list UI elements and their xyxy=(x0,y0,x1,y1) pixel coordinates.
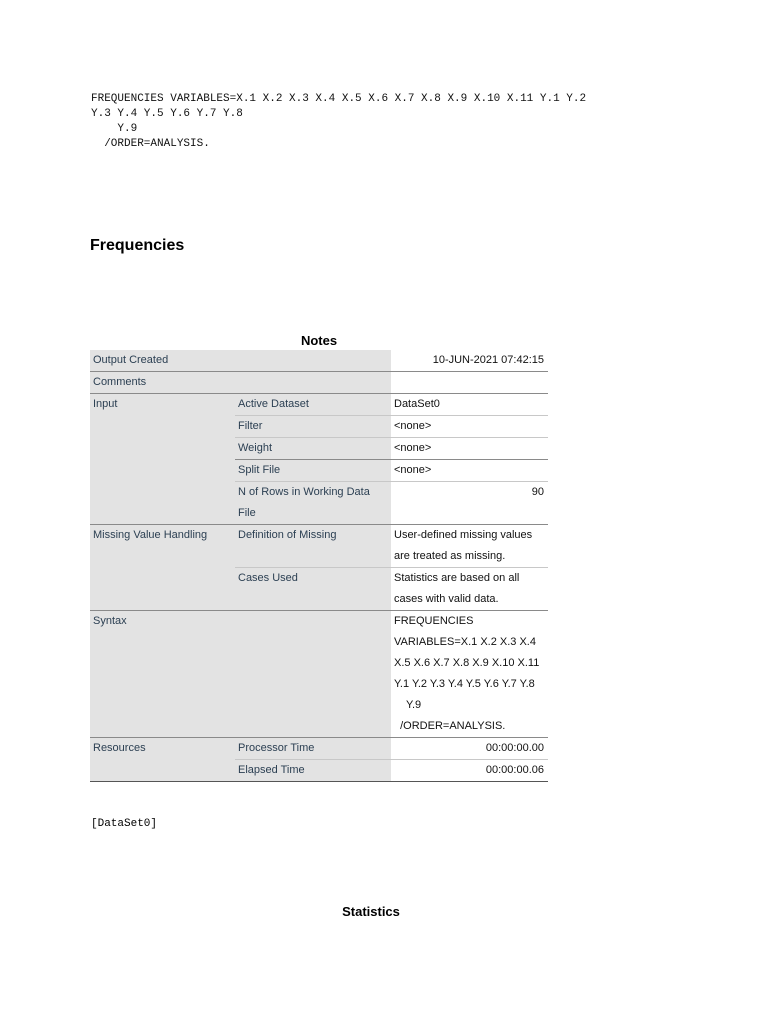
row-label-missing: Missing Value Handling xyxy=(90,525,235,611)
row-label: Syntax xyxy=(90,611,391,738)
elapsed-time-value: 00:00:00.06 xyxy=(391,760,548,782)
syntax-line: FREQUENCIES VARIABLES=X.1 X.2 X.3 X.4 X.5 X.6 X.7 X.8 X.9 X.10 X.11 Y.1 Y.2 xyxy=(91,93,587,105)
row-label-resources: Resources xyxy=(90,738,235,782)
row-active-dataset xyxy=(90,394,548,416)
processor-time-value: 00:00:00.00 xyxy=(391,738,548,760)
output-created-value: 10-JUN-2021 07:42:15 xyxy=(391,350,548,372)
value-line: cases with valid data. xyxy=(394,593,499,605)
syntax-line: /ORDER=ANALYSIS. xyxy=(91,138,210,150)
value-line: are treated as missing. xyxy=(394,550,506,562)
syntax-value xyxy=(391,611,548,738)
sub-label xyxy=(235,482,391,525)
filter-value: <none> xyxy=(391,416,548,438)
active-dataset-value: DataSet0 xyxy=(391,394,548,416)
row-label-input: Input xyxy=(90,394,235,525)
value-line: User-defined missing values xyxy=(394,529,533,541)
value-line: /ORDER=ANALYSIS. xyxy=(394,720,506,732)
n-rows-value: 90 xyxy=(391,482,548,525)
row-processor-time xyxy=(90,738,548,760)
value-line: FREQUENCIES xyxy=(394,615,474,627)
value-line: X.5 X.6 X.7 X.8 X.9 X.10 X.11 xyxy=(394,657,540,669)
weight-value: <none> xyxy=(391,438,548,460)
definition-missing-value xyxy=(391,525,548,568)
row-output-created xyxy=(90,350,548,372)
value-line: Y.1 Y.2 Y.3 Y.4 Y.5 Y.6 Y.7 Y.8 xyxy=(394,678,535,690)
value-line: Y.9 xyxy=(394,699,422,711)
frequencies-heading: Frequencies xyxy=(90,237,185,254)
cases-used-value xyxy=(391,568,548,611)
statistics-table-title: Statistics xyxy=(342,904,400,919)
sub-label: Elapsed Time xyxy=(235,760,391,782)
syntax-line: Y.3 Y.4 Y.5 Y.6 Y.7 Y.8 xyxy=(91,108,243,120)
sub-label-line: N of Rows in Working Data xyxy=(238,486,370,498)
notes-table-title: Notes xyxy=(300,333,338,348)
sub-label: Split File xyxy=(235,460,391,482)
sub-label: Definition of Missing xyxy=(235,525,391,568)
sub-label: Cases Used xyxy=(235,568,391,611)
row-label: Comments xyxy=(90,372,391,394)
comments-value xyxy=(391,372,548,394)
sub-label: Active Dataset xyxy=(235,394,391,416)
row-definition-missing xyxy=(90,525,548,568)
row-syntax xyxy=(90,611,548,738)
row-comments xyxy=(90,372,548,394)
sub-label-line: File xyxy=(238,507,256,519)
sub-label: Processor Time xyxy=(235,738,391,760)
syntax-line: Y.9 xyxy=(91,123,138,135)
syntax-command-block xyxy=(91,92,711,152)
value-line: VARIABLES=X.1 X.2 X.3 X.4 xyxy=(394,636,536,648)
sub-label: Weight xyxy=(235,438,391,460)
sub-label: Filter xyxy=(235,416,391,438)
notes-table xyxy=(90,350,548,782)
dataset-tag: [DataSet0] xyxy=(91,818,158,830)
row-label: Output Created xyxy=(90,350,391,372)
value-line: Statistics are based on all xyxy=(394,572,520,584)
split-file-value: <none> xyxy=(391,460,548,482)
